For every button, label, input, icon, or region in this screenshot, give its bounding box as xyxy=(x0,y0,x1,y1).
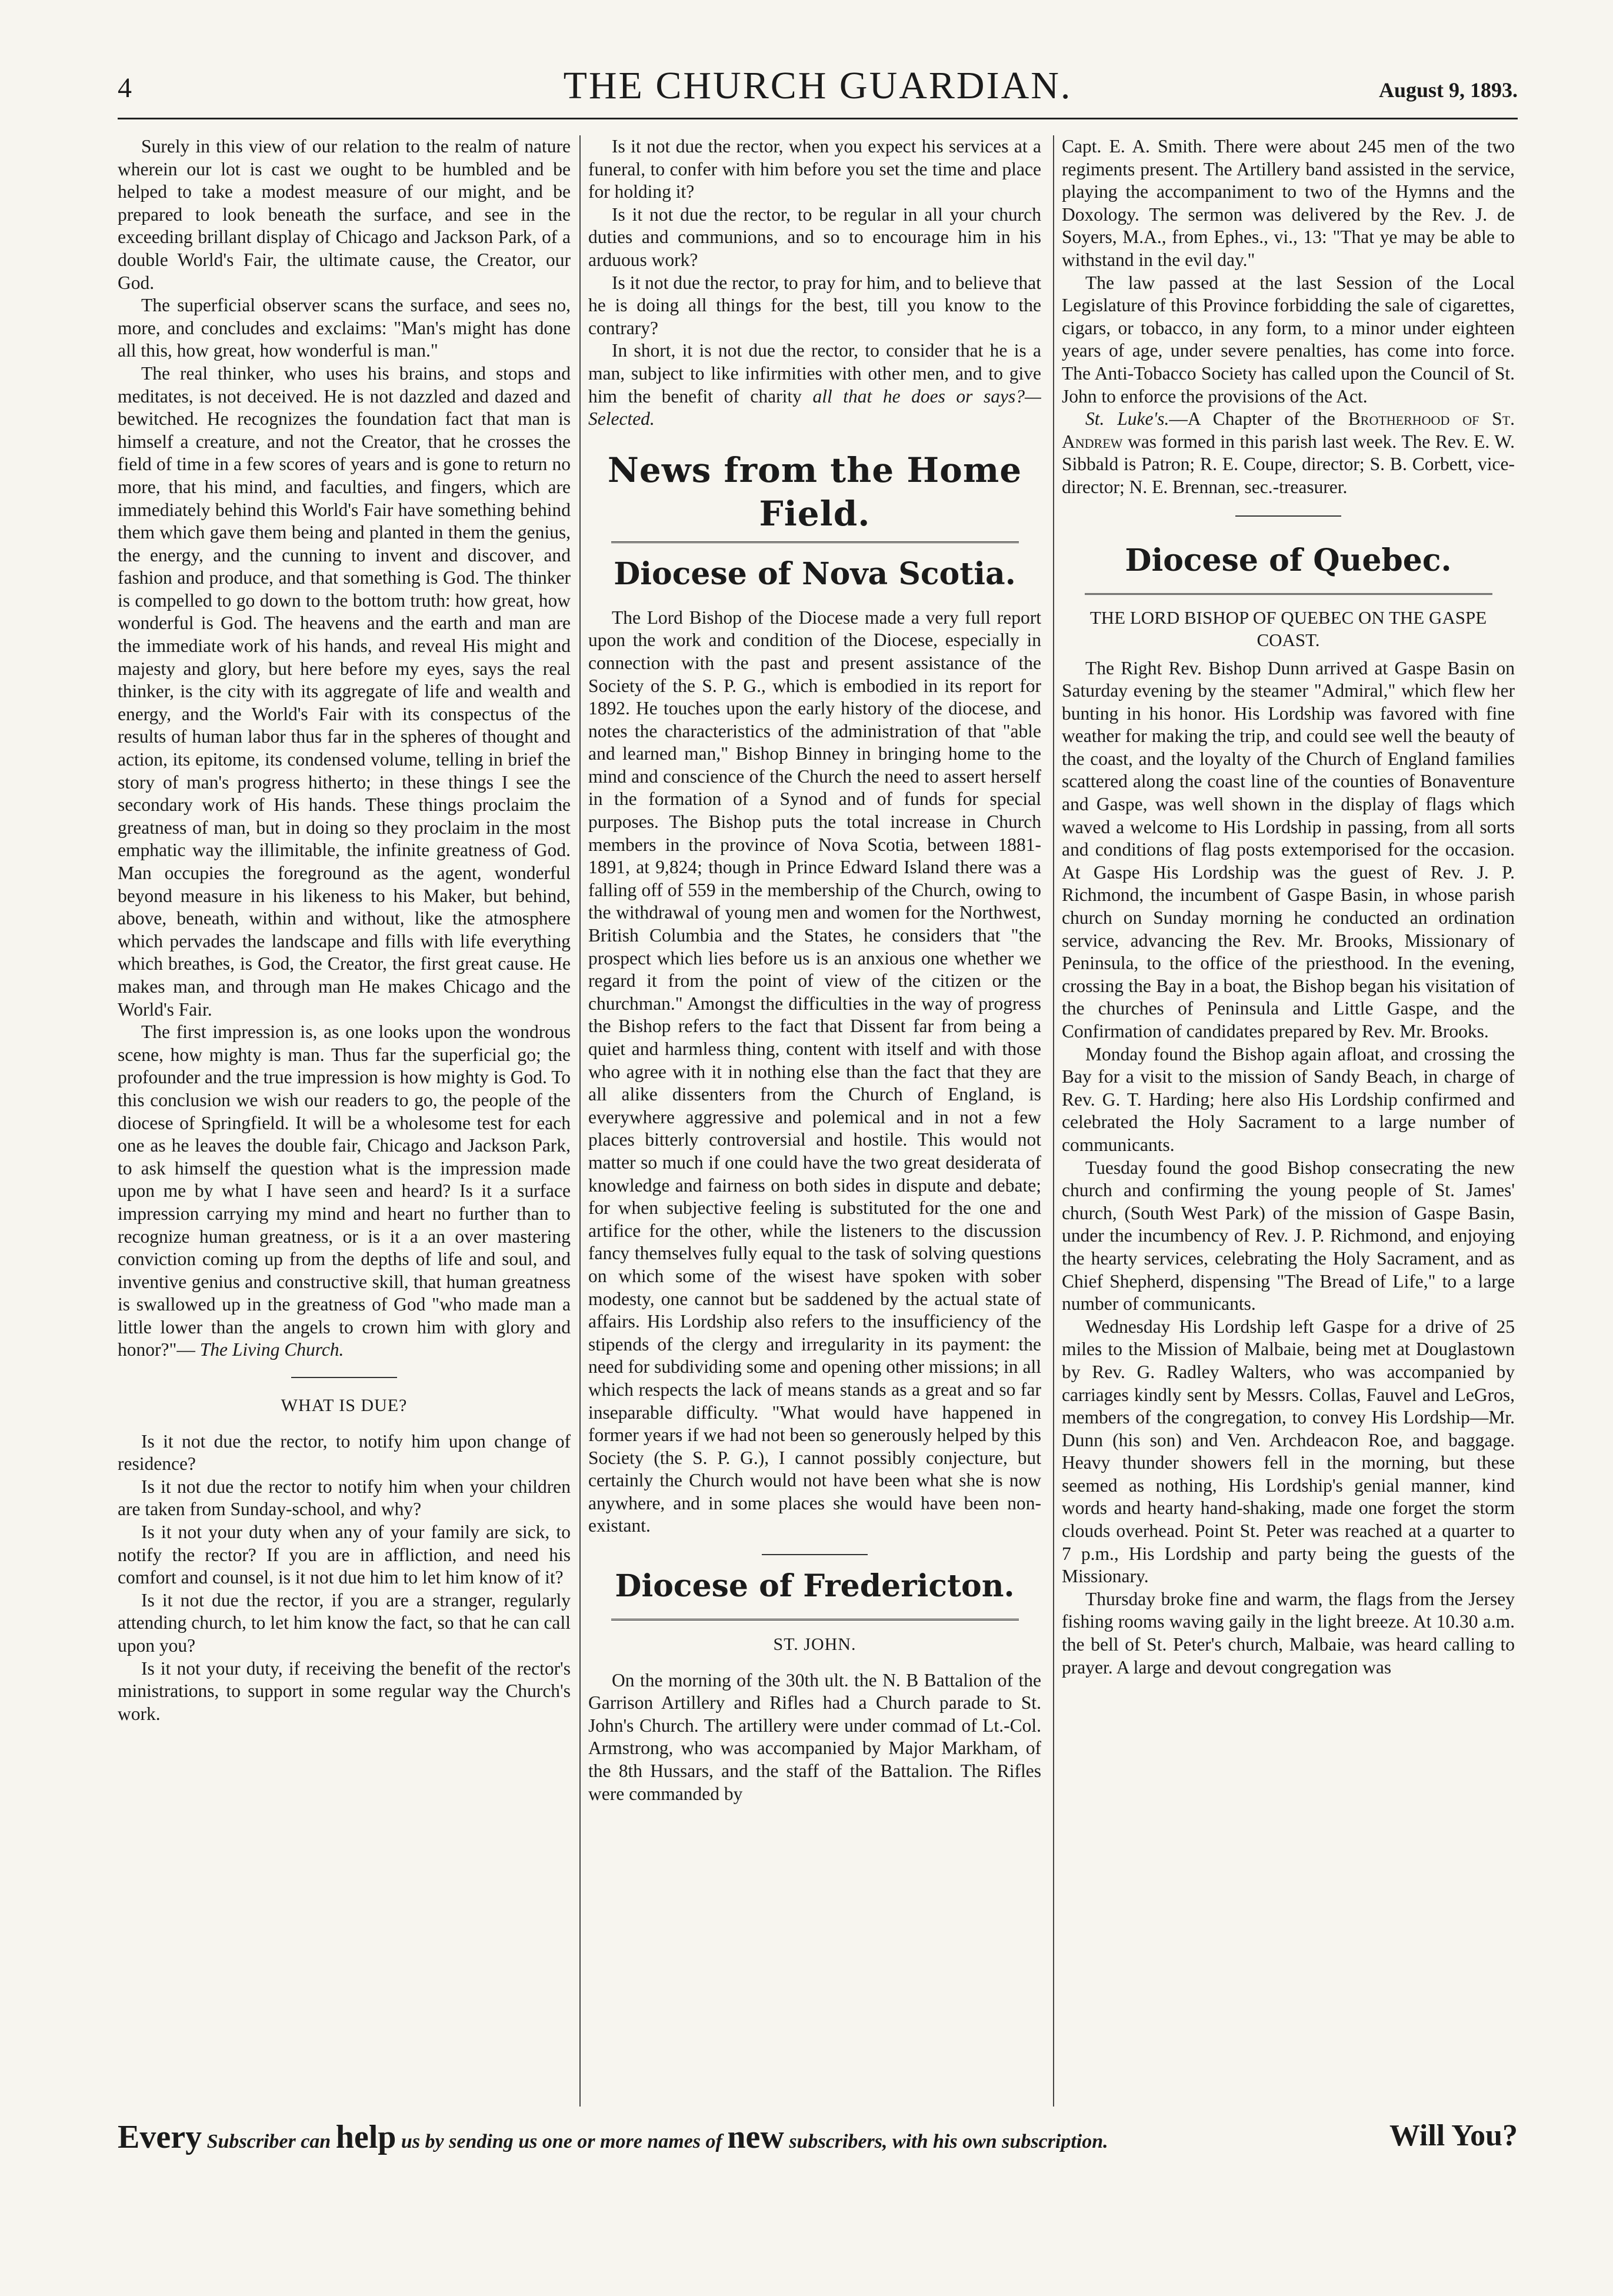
column-1 xyxy=(118,135,571,2112)
article-paragraph: On the morning of the 30th ult. the N. B Battalion of the Garrison Artillery and Rifles had a Church parade to St. John's Church. The artillery were under commad of Lt.-Col. Armstrong, who was accompanied by Major Markham, of the 8th Hussars, and the staff of the Battalion. The Rifles were commanded by xyxy=(588,1669,1041,1804)
diocese-nova-scotia-heading: Diocese of Nova Scotia. xyxy=(614,555,1016,592)
parish-name: St. Luke's. xyxy=(1085,408,1169,430)
column-divider xyxy=(1053,135,1054,2107)
article-paragraph: Wednesday His Lordship left Gaspe for a drive of 25 miles to the Mission of Malbaie, being met at Douglastown by Rev. G. Radley Walters, who was accompanied by carriages kindly sent by Messrs. Collas, Fauvel and LeGros, members of the congregation, to convey His Lordship—Mr. Dunn (his son) and Ven. Archdeacon Roe, and baggage. Heavy thunder showers fell in the morning, but these seemed as nothing, His Lordship's genial manner, kind words and hearty hand-shaking, made one forget the storm clouds overhead. Point St. Peter was reached at a quarter to 7 p.m., His Lordship and party being the guests of the Missionary. xyxy=(1062,1316,1515,1587)
duty-paragraph: Is it not due the rector, when you expect his services at a funeral, to confer with him before you set the time and place for holding it? xyxy=(588,136,1041,202)
duty-paragraph: Is it not due the rector, to notify him upon change of residence? xyxy=(118,1430,571,1475)
heading-rule xyxy=(611,1619,1019,1620)
news-from-home-field-heading: News from the Home Field. xyxy=(607,450,1022,534)
article-paragraph: Thursday broke fine and warm, the flags from the Jersey fishing rooms waving gaily in the light breeze. At 10.30 a.m. the bell of St. Peter's church, Malbaie, was heard calling to prayer. A large and devout congregation was xyxy=(1062,1588,1515,1678)
source-credit: The Living Church. xyxy=(199,1339,344,1360)
paragraph-text: In short, it is not due the rector, to consider that he is a man, subject to like infirmities with other men, and to give him the benefit of charity xyxy=(588,340,1041,407)
appeal-text: us by sending us one or more names of xyxy=(401,2131,722,2152)
column-2 xyxy=(588,135,1041,2112)
gaspe-coast-heading: THE LORD BISHOP OF QUEBEC ON THE GASPE COAST. xyxy=(1089,607,1487,650)
article-paragraph: The superficial observer scans the surface, and sees no, more, and concludes and exclaims: "Man's might has done all this, how great, how wonderful is man." xyxy=(118,295,571,361)
duty-paragraph xyxy=(588,340,1041,430)
column-3 xyxy=(1062,135,1515,2112)
appeal-will-you: Will You? xyxy=(1389,2119,1518,2152)
masthead-rule xyxy=(118,118,1518,119)
paragraph-text: —A Chapter of the xyxy=(1169,408,1335,430)
duty-paragraph: Is it not due the rector, to pray for him, and to believe that he is doing all things for the best, till you know to the contrary? xyxy=(588,272,1041,338)
st-john-heading: ST. JOHN. xyxy=(773,1635,857,1655)
section-divider xyxy=(762,1554,868,1555)
duty-paragraph: Is it not due the rector to notify him when your children are taken from Sunday-school, and why? xyxy=(118,1476,571,1520)
duty-paragraph: Is it not due the rector, if you are a stranger, regularly attending church, to let him know the fact, so that he can call upon you? xyxy=(118,1589,571,1656)
section-divider xyxy=(291,1377,397,1378)
article-paragraph: Monday found the Bishop again afloat, and crossing the Bay for a visit to the mission of Sandy Beach, in charge of Rev. G. T. Harding; here also His Lordship confirmed and celebrated the Holy Sacrament to a large number of communicants. xyxy=(1062,1043,1515,1155)
duty-paragraph: Is it not your duty when any of your family are sick, to notify the rector? If you are in affliction, and need his comfort and counsel, is it not due him to let him know of it? xyxy=(118,1522,571,1588)
brotherhood-name: Brotherhood of St. Andrew xyxy=(1062,408,1515,452)
appeal-new: new xyxy=(727,2119,784,2155)
paragraph-text: The first impression is, as one looks upon the wondrous scene, how mighty is man. Thus far the superficial go; the profounder and the true impression is how mighty is God. To this conclusion we wish our readers to go, the people of the diocese of Springfield. It will be a wholesome test for each one as he leaves the double fair, Chicago and Jackson Park, to ask himself the question what is the impression made upon me by what I have seen and heard? Is it a surface impression carrying my mind and heart no further than to recognize human greatness, or is it a an over mastering conviction coming up from the depths of life and soul, and inventive genius and constructive skill, that human greatness is swallowed up in the greatness of God "who made man a little lower than the angels to crown him with glory and honor?"— xyxy=(118,1021,571,1360)
paragraph-text-italic: all that he does or says?—Selected. xyxy=(588,385,1041,430)
subscriber-appeal xyxy=(118,2118,1518,2171)
paragraph-text: was formed in this parish last week. The Rev. E. W. Sibbald is Patron; R. E. Coupe, director; S. B. Corbett, vice-director; N. E. Brennan, sec.-treasurer. xyxy=(1062,431,1515,497)
duty-paragraph: Is it not due the rector, to be regular in all your church duties and communions, and so to encourage him in his arduous work? xyxy=(588,204,1041,270)
section-divider xyxy=(1235,515,1341,517)
diocese-quebec-heading: Diocese of Quebec. xyxy=(1125,542,1452,578)
heading-rule xyxy=(611,541,1019,543)
appeal-text: subscribers, with his own subscription. xyxy=(789,2131,1108,2152)
column-divider xyxy=(579,135,581,2107)
article-paragraph: The real thinker, who uses his brains, and stops and meditates, is not deceived. He is not dazzled and dazed and bewitched. He recognizes the foundation fact that man is himself a creature, and not the Creator, that he crosses the field of time in a few scores of years and is gone to return no more, that his mind, and faculties, and fingers, which are immediately behind this World's Fair have something behind them which gave them being and planted in them the genius, the energy, and the cunning to invent and discover, and fashion and produce, and that something is God. The thinker is compelled to go down to the bottom truth: how great, how wonderful is God. The heavens and the earth and man are the immediate work of his hands, and reveal His might and majesty and glory, but here before my eyes, says the real thinker, is the city with its aggregate of life and wealth and energy, and the World's Fair with its conspectus of the results of human labor thus far in the spheres of thought and action, its epitome, its condensed volume, telling in brief the story of man's progress hitherto; in these things I see the secondary work of His hands. These things proclaim the greatness of man, but in doing so they proclaim in the most emphatic way the illimitable, the infinite greatness of God. Man occupies the foreground as the agent, wonderful beyond measure in his likeness to his Maker, but behind, above, beneath, within and without, like the atmosphere which pervades the landscape and fills with life everything which breathes, is God, the Creator, the first great cause. He makes man, and through man He makes Chicago and the World's Fair. xyxy=(118,362,571,1020)
article-paragraph xyxy=(118,1021,571,1362)
article-paragraph: Surely in this view of our relation to the realm of nature wherein our lot is cast we ought to be humbled and be helped to take a modest measure of our might, and be prepared to look beneath the surface, and see in the exceeding brillant display of Chicago and Jackson Park, of a double World's Fair, the ultimate cause, the Creator, our God. xyxy=(118,136,571,293)
what-is-due-heading: WHAT IS DUE? xyxy=(281,1396,408,1416)
duty-paragraph: Is it not your duty, if receiving the benefit of the rector's ministrations, to support in some regular way the Church's work. xyxy=(118,1658,571,1724)
heading-rule xyxy=(1085,593,1492,595)
article-paragraph: Capt. E. A. Smith. There were about 245 men of the two regiments present. The Artillery band assisted in the service, playing the accompaniment to two of the Hymns and the Doxology. The sermon was delivered by the Rev. J. de Soyers, M.A., from Ephes., vi., 13: "That ye may be able to withstand in the evil day." xyxy=(1062,136,1515,270)
newspaper-title: THE CHURCH GUARDIAN. xyxy=(563,64,1072,107)
appeal-text: Subscriber can xyxy=(206,2131,331,2152)
article-paragraph xyxy=(1062,408,1515,498)
article-paragraph: The Right Rev. Bishop Dunn arrived at Gaspe Basin on Saturday evening by the steamer "Admiral," which flew her bunting in his honor. His Lordship was favored with fine weather for making the trip, and could see well the beauty of the coast, and the loyalty of the Church of England families scattered along the coast line of the counties of Bonaventure and Gaspe, was well shown in the display of flags which waved a welcome to His Lordship in passing, from all sorts and conditions of flag posts extemporised for the occasion. At Gaspe His Lordship was the guest of Rev. J. P. Richmond, the incumbent of Gaspe Basin, in whose parish church on Sunday morning he conducted an ordination service, advancing the Rev. Mr. Brooks, Missionary of Peninsula, to the office of the priesthood. In the evening, crossing the Bay in a boat, the Bishop began his visitation of the churches of Peninsula and Little Gaspe, and the Confirmation of candidates prepared by Rev. Mr. Brooks. xyxy=(1062,657,1515,1041)
diocese-fredericton-heading: Diocese of Fredericton. xyxy=(615,1568,1015,1605)
appeal-every: Every xyxy=(118,2119,202,2155)
page-number: 4 xyxy=(118,72,132,104)
masthead xyxy=(118,64,1518,111)
appeal-help: help xyxy=(335,2119,396,2155)
issue-date: August 9, 1893. xyxy=(1378,78,1518,102)
article-paragraph: The law passed at the last Session of the Local Legislature of this Province forbidding the sale of cigarettes, cigars, or tobacco, in any form, to a minor under eighteen years of age, under severe penalties, has come into force. The Anti-Tobacco Society has called upon the Council of St. John to enforce the provisions of the Act. xyxy=(1062,272,1515,407)
article-paragraph: The Lord Bishop of the Diocese made a very full report upon the work and condition of the Diocese, especially in connection with the past and present assistance of the Society of the S. P. G., which is embodied in its report for 1892. He touches upon the early history of the diocese, and notes the characteristics of the administration of that "able and learned man," Bishop Binney in bringing home to the mind and conscience of the Church the need to assert herself in the formation of a Synod and of funds for special purposes. The Bishop puts the total increase in Church members in the province of Nova Scotia, between 1881-1891, at 9,824; though in Prince Edward Island there was a falling off of 559 in the membership of the Church, owing to the withdrawal of young men and women for the Northwest, British Columbia and the States, he considers that "the prospect which lies before us is an anxious one whether we regard it from the point of view of the citizen or the churchman." Amongst the difficulties in the way of progress the Bishop refers to the fact that Dissent far from being a quiet and harmless thing, content with itself and with those who agree with it in nothing else than the fact that they are all alike dissenters from the Church of England, is everywhere aggressive and polemical and in not a few places bitterly controversial and hostile. This would not matter so much if one could have the two great desiderata of knowledge and fairness on both sides in dispute and debate; for when subjective feeling is substituted for the one and artifice for the other, while the listeners to the discussion fancy themselves fully equal to the task of solving questions on which some of the wisest have spoken with sober modesty, one cannot but be saddened by the actual state of affairs. His Lordship also refers to the insufficiency of the stipends of the clergy and irregularity in its payment: the need for subdividing some and opening other missions; in all which respects the lack of means stands as a great and so far inseparable difficulty. "What would have happened in former years if we had not been so generously helped by this Society (the S. P. G.), I cannot possibly conjecture, but certainly the Church would not have been what she is now anywhere, and in some places she would have been non-existant. xyxy=(588,607,1041,1536)
article-paragraph: Tuesday found the good Bishop consecrating the new church and confirming the young people of St. James' church, (South West Park) of the mission of Gaspe Basin, under the incumbency of Rev. J. P. Richmond, and enjoying the hearty services, celebrating the Holy Sacrament, and as Chief Shepherd, dispensing "The Bread of Life," to a large number of communicants. xyxy=(1062,1157,1515,1315)
